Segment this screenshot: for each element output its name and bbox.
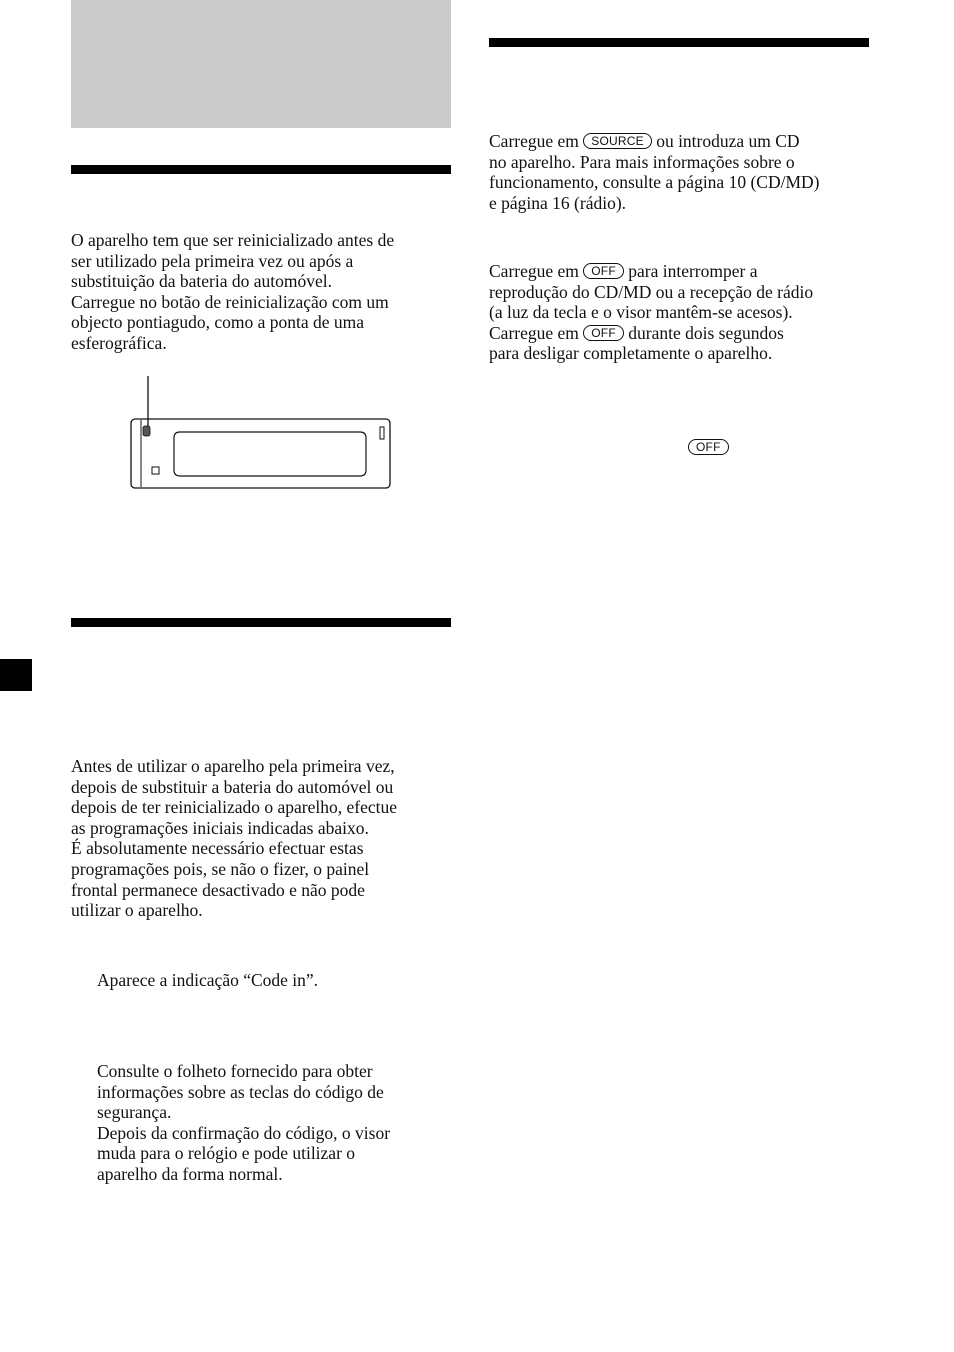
section-header-box xyxy=(71,0,451,128)
off-key-icon: OFF xyxy=(688,439,729,455)
text-line: substituição da bateria do automóvel. xyxy=(71,271,332,292)
source-key-icon: SOURCE xyxy=(583,133,652,149)
panel-outline xyxy=(131,419,390,488)
text-line: informações sobre as teclas do código de xyxy=(97,1081,384,1102)
page-edge-tab xyxy=(0,659,32,691)
source-paragraph xyxy=(489,131,889,213)
text-fragment: Carregue em xyxy=(489,131,579,151)
text-line: reprodução do CD/MD ou a recepção de rádio xyxy=(489,281,814,302)
text-fragment: para interromper a xyxy=(628,261,758,281)
text-fragment: Carregue em xyxy=(489,261,579,281)
text-line: muda para o relógio e pode utilizar o xyxy=(97,1143,356,1164)
small-square-button xyxy=(152,467,159,474)
off-paragraph xyxy=(489,261,889,364)
text-line xyxy=(489,131,889,152)
text-line xyxy=(489,323,889,344)
section-rule-setup xyxy=(71,618,451,627)
section-rule-operation xyxy=(489,38,869,47)
release-slot xyxy=(380,427,384,439)
text-line: ser utilizado pela primeira vez ou após a xyxy=(71,250,354,271)
text-line: depois de substituir a bateria do automóvel ou xyxy=(71,776,394,797)
reset-paragraph xyxy=(71,230,461,354)
text-line: utilizar o aparelho. xyxy=(71,900,203,921)
text-line: Antes de utilizar o aparelho pela primeira vez, xyxy=(71,756,395,776)
text-fragment: durante dois segundos xyxy=(628,322,784,343)
step2-note xyxy=(97,1061,457,1185)
reset-button-icon xyxy=(143,426,150,436)
text-line: (a luz da tecla e o visor mantêm-se acesos). xyxy=(489,302,793,323)
text-line: É absolutamente necessário efectuar estas xyxy=(71,838,364,859)
display-window xyxy=(174,432,366,476)
text-line: para desligar completamente o aparelho. xyxy=(489,343,773,364)
text-line: programações pois, se não o fizer, o painel xyxy=(71,858,370,879)
text-line: depois de ter reinicializado o aparelho, efectue xyxy=(71,797,398,818)
text-line: as programações iniciais indicadas abaixo. xyxy=(71,817,369,838)
text-line: frontal permanece desactivado e não pode xyxy=(71,879,365,900)
text-line: Carregue no botão de reinicialização com um xyxy=(71,291,389,312)
text-line: aparelho da forma normal. xyxy=(97,1163,283,1184)
text-line: Consulte o folheto fornecido para obter xyxy=(97,1061,373,1081)
text-line: O aparelho tem que ser reinicializado antes de xyxy=(71,230,395,250)
text-fragment: Carregue em xyxy=(489,322,579,343)
section-rule-reset xyxy=(71,165,451,174)
text-line: esferográfica. xyxy=(71,332,167,353)
text-line xyxy=(489,261,889,282)
setup-paragraph xyxy=(71,756,461,921)
text-line: e página 16 (rádio). xyxy=(489,192,627,213)
text-fragment: ou introduza um CD xyxy=(656,131,800,151)
off-key-icon: OFF xyxy=(583,325,624,341)
step1-note xyxy=(97,970,457,991)
text-line: no aparelho. Para mais informações sobre o xyxy=(489,151,795,172)
off-key-figure xyxy=(688,439,729,458)
front-panel-illustration xyxy=(120,374,400,494)
text-line: Aparece a indicação “Code in”. xyxy=(97,970,319,990)
text-line: objecto pontiagudo, como a ponta de uma xyxy=(71,312,365,333)
text-line: funcionamento, consulte a página 10 (CD/MD) xyxy=(489,172,820,193)
off-key-icon: OFF xyxy=(583,263,624,279)
text-line: Depois da confirmação do código, o visor xyxy=(97,1122,391,1143)
text-line: segurança. xyxy=(97,1102,172,1123)
